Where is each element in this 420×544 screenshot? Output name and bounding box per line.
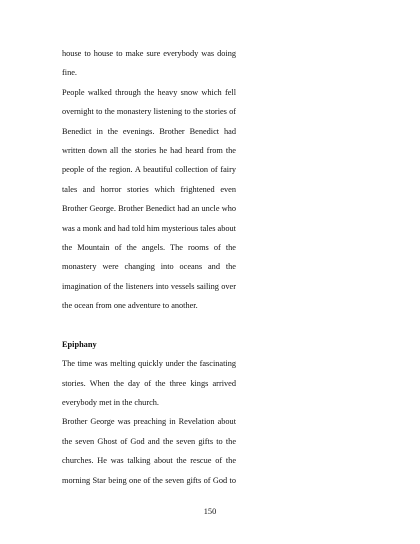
paragraph (62, 412, 236, 490)
text-line: morning Star being one of the seven gifts of God to (62, 475, 236, 485)
text-column (62, 44, 236, 490)
text-line: the Mountain of the angels. The rooms of the (62, 242, 236, 252)
text-line: overnight to the monastery listening to the stories of (62, 107, 236, 117)
text-line: tales and horror stories which frightened even (62, 184, 236, 194)
text-line: Brother George was preaching in Revelation about (62, 417, 236, 427)
text-line: the seven Ghost of God and the seven gifts to the (62, 436, 236, 446)
text-line: People walked through the heavy snow which fell (62, 87, 236, 97)
paragraph (62, 354, 236, 412)
text-line: churches. He was talking about the rescue of the (62, 456, 236, 466)
text-line: house to house to make sure everybody was doing (62, 49, 236, 58)
section-heading: Epiphany (62, 339, 97, 349)
text-line: Benedict in the evenings. Brother Benedict had (62, 126, 236, 136)
text-line: written down all the stories he had heard from the (62, 145, 236, 155)
text-line: stories. When the day of the three kings arrived (62, 378, 236, 388)
text-line: fine. (62, 68, 77, 78)
page-number: 150 (203, 507, 217, 516)
blank-line (62, 315, 236, 334)
text-line: was a monk and had told him mysterious tales about (62, 223, 236, 233)
text-line: people of the region. A beautiful collection of fairy (62, 165, 236, 175)
paragraph (62, 83, 236, 316)
text-line: The time was melting quickly under the fascinating (62, 359, 236, 369)
text-line: imagination of the listeners into vessels sailing over (62, 281, 236, 291)
text-line: Brother George. Brother Benedict had an uncle who (62, 204, 236, 214)
paragraph (62, 44, 236, 83)
text-line: everybody met in the church. (62, 398, 159, 408)
text-line: monastery were changing into oceans and the (62, 262, 236, 272)
text-line: the ocean from one adventure to another. (62, 301, 198, 311)
